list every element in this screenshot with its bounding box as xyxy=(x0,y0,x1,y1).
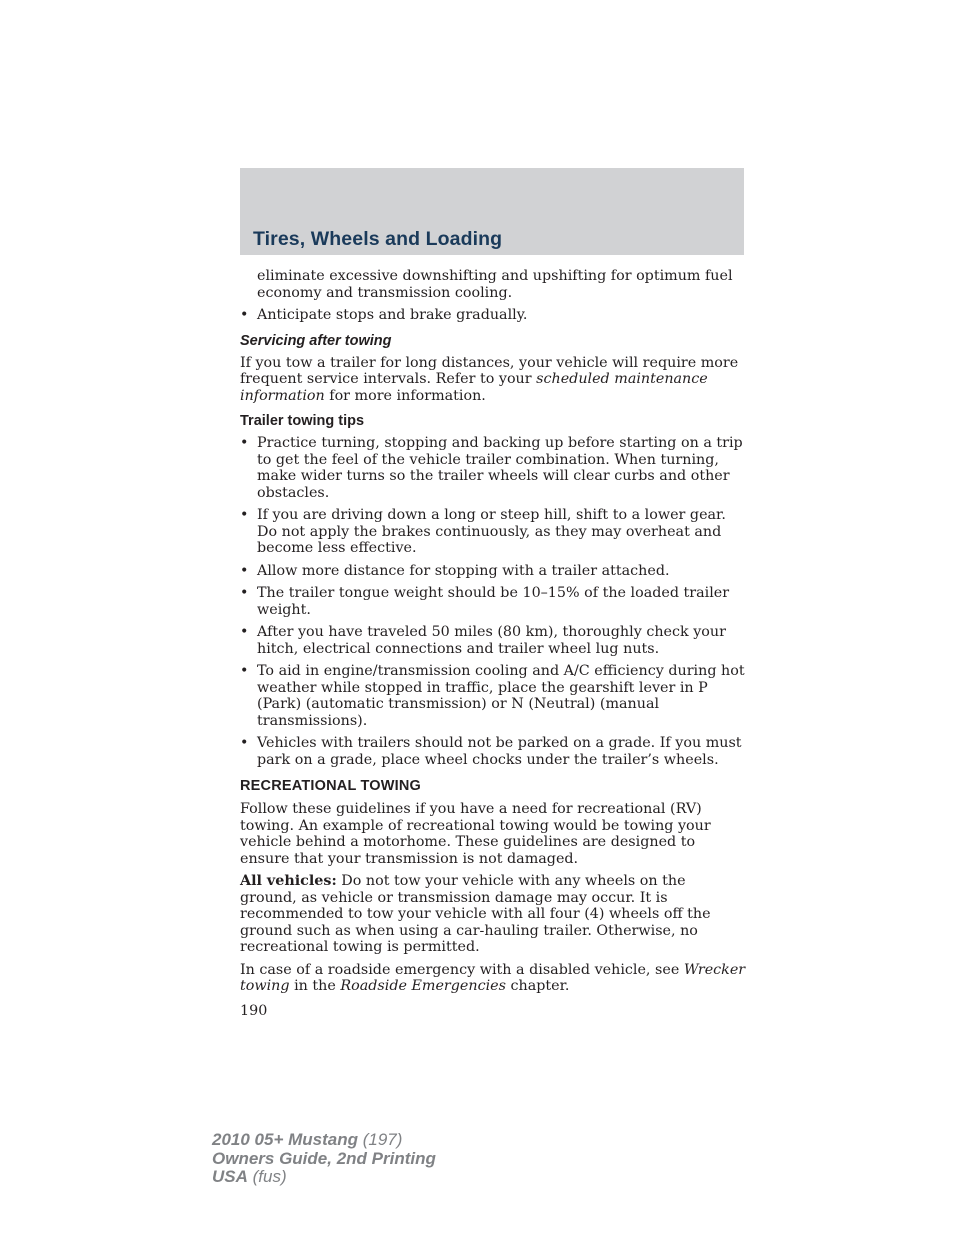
bullet-icon: • xyxy=(240,307,249,323)
servicing-heading: Servicing after towing xyxy=(240,332,392,349)
continuation-paragraph: eliminate excessive downshifting and upshifting for optimum fuel economy and transmission cooling. xyxy=(257,268,733,301)
wrecker-towing-reference: Wrecker towing xyxy=(240,961,746,994)
footer-line-edition: Owners Guide, 2nd Printing xyxy=(212,1148,436,1168)
document-footer xyxy=(212,1131,436,1187)
page-content xyxy=(240,268,746,1019)
bullet-icon: • xyxy=(240,735,249,751)
list-item: • To aid in engine/transmission cooling and A/C efficiency during hot weather while stopped in traffic, place the gearshift lever in P (Park) (automatic transmission) or N (Neutral) (manual transmissions). xyxy=(240,663,745,729)
intro-bullet-list xyxy=(240,307,746,324)
all-vehicles-label: All vehicles: xyxy=(240,873,337,889)
bullet-icon: • xyxy=(240,663,249,679)
servicing-paragraph: If you tow a trailer for long distances, your vehicle will require more frequent service intervals. Refer to your scheduled maintenance information for more information. xyxy=(240,354,739,404)
bullet-icon: • xyxy=(240,585,249,601)
bullet-icon: • xyxy=(240,507,249,523)
bullet-icon: • xyxy=(240,435,249,451)
footer-line-model: 2010 05+ Mustang (197) xyxy=(212,1130,403,1149)
bullet-icon: • xyxy=(240,562,249,579)
list-item: • If you are driving down a long or steep hill, shift to a lower gear. Do not apply the brakes continuously, as they may overheat and become less effective. xyxy=(240,507,726,556)
section-title: Tires, Wheels and Loading xyxy=(253,228,503,250)
maintenance-reference: scheduled maintenance information xyxy=(240,371,708,404)
list-item: • The trailer tongue weight should be 10–15% of the loaded trailer weight. xyxy=(240,585,730,618)
tips-bullet-list xyxy=(240,435,746,768)
list-item: • After you have traveled 50 miles (80 km), thoroughly check your hitch, electrical connections and trailer wheel lug nuts. xyxy=(240,624,726,657)
tips-heading: Trailer towing tips xyxy=(240,413,365,429)
page-number: 190 xyxy=(240,1002,268,1019)
list-item: • Anticipate stops and brake gradually. xyxy=(240,307,528,323)
recreational-towing-heading: RECREATIONAL TOWING xyxy=(240,778,422,794)
list-item: • Practice turning, stopping and backing up before starting on a trip to get the feel of the vehicle trailer combination. When turning, make wider turns so the trailer wheels will clear curbs and other obstacles. xyxy=(240,435,743,501)
section-header-band xyxy=(240,168,744,255)
roadside-emergencies-reference: Roadside Emergencies xyxy=(340,978,506,994)
list-item: • Vehicles with trailers should not be parked on a grade. If you must park on a grade, place wheel chocks under the trailer’s wheels. xyxy=(240,735,742,768)
list-item: • Allow more distance for stopping with a trailer attached. xyxy=(240,562,670,579)
recreational-paragraph: Follow these guidelines if you have a need for recreational (RV) towing. An example of recreational towing would be towing your vehicle behind a motorhome. These guidelines are designed to ensure that your transmission is not damaged. xyxy=(240,801,711,867)
all-vehicles-paragraph: All vehicles: Do not tow your vehicle with any wheels on the ground, as vehicle or transmission damage may occur. It is recommended to tow your vehicle with all four (4) wheels off the ground such as when using a car-hauling trailer. Otherwise, no recreational towing is permitted. xyxy=(240,873,711,955)
footer-line-region: USA (fus) xyxy=(212,1167,287,1186)
bullet-icon: • xyxy=(240,624,249,640)
emergency-paragraph: In case of a roadside emergency with a disabled vehicle, see Wrecker towing in the Roadside Emergencies chapter. xyxy=(240,961,746,994)
